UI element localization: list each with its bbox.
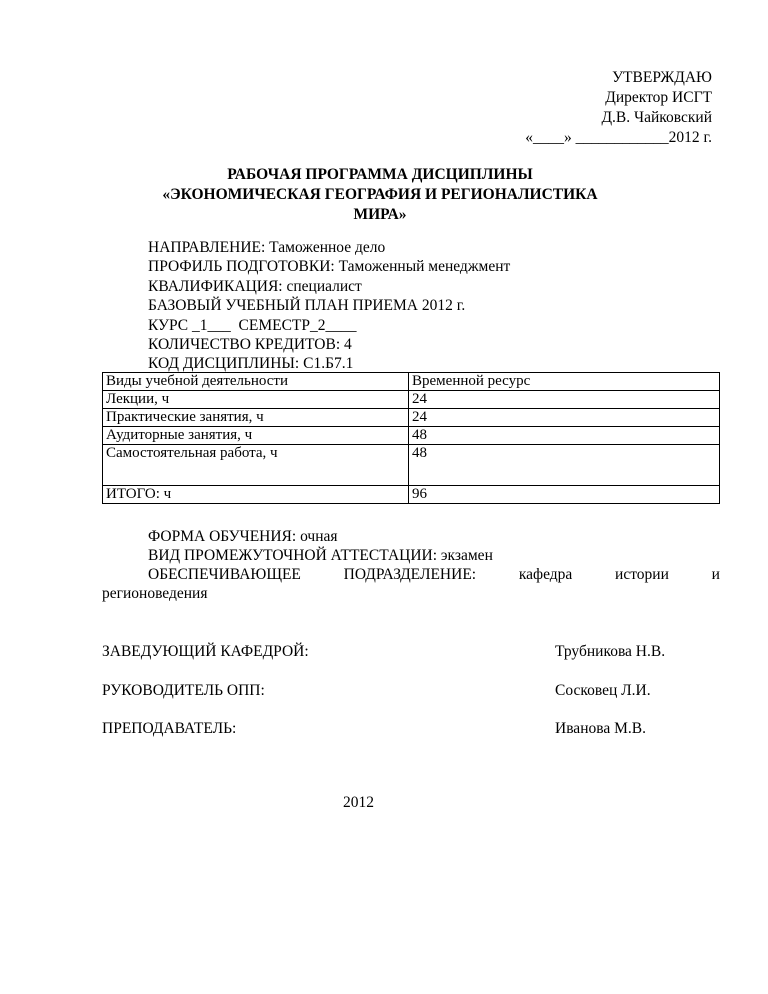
table-cell: Самостоятельная работа, ч bbox=[103, 445, 409, 486]
signature-program-head bbox=[102, 682, 720, 700]
document-title bbox=[100, 165, 660, 225]
signature-role: ПРЕПОДАВАТЕЛЬ: bbox=[102, 720, 237, 737]
department-word: ОБЕСПЕЧИВАЮЩЕЕ bbox=[148, 566, 301, 583]
info-profile: ПРОФИЛЬ ПОДГОТОВКИ: Таможенный менеджмент bbox=[148, 258, 511, 276]
approval-name: Д.В. Чайковский bbox=[601, 109, 712, 126]
table-cell: Практические занятия, ч bbox=[103, 409, 409, 427]
approval-block bbox=[525, 68, 712, 148]
info-plan: БАЗОВЫЙ УЧЕБНЫЙ ПЛАН ПРИЕМА 2012 г. bbox=[148, 297, 466, 315]
info-qualification: КВАЛИФИКАЦИЯ: специалист bbox=[148, 277, 362, 295]
department-word: истории bbox=[615, 566, 669, 583]
table-cell: Аудиторные занятия, ч bbox=[103, 427, 409, 445]
info-code: КОД ДИСЦИПЛИНЫ: С1.Б7.1 bbox=[148, 355, 354, 373]
table-cell: 24 bbox=[409, 391, 720, 409]
signature-head-of-department bbox=[102, 643, 720, 661]
department-word: ПОДРАЗДЕЛЕНИЕ: bbox=[343, 566, 477, 583]
resource-table bbox=[102, 372, 720, 504]
study-form-block bbox=[148, 527, 493, 565]
title-line-3: МИРА» bbox=[353, 206, 407, 223]
table-row bbox=[103, 445, 720, 486]
study-form: ФОРМА ОБУЧЕНИЯ: очная bbox=[148, 528, 338, 545]
signature-role: РУКОВОДИТЕЛЬ ОПП: bbox=[102, 682, 265, 699]
table-row bbox=[103, 391, 720, 409]
table-header-cell: Временной ресурс bbox=[409, 373, 720, 391]
table-cell: 48 bbox=[409, 427, 720, 445]
department-line-2: регионоведения bbox=[102, 585, 208, 602]
table-cell: 96 bbox=[409, 486, 720, 504]
title-line-2: «ЭКОНОМИЧЕСКАЯ ГЕОГРАФИЯ И РЕГИОНАЛИСТИКА bbox=[162, 186, 598, 203]
signature-teacher bbox=[102, 720, 720, 738]
department-word: кафедра bbox=[518, 566, 573, 583]
table-row bbox=[103, 427, 720, 445]
table-row bbox=[103, 409, 720, 427]
info-course: КУРС _1___ СЕМЕСТР_2____ bbox=[148, 316, 357, 334]
program-info bbox=[148, 238, 510, 374]
table-header-row bbox=[103, 373, 720, 391]
approval-heading: УТВЕРЖДАЮ bbox=[612, 69, 712, 86]
table-header-cell: Виды учебной деятельности bbox=[103, 373, 409, 391]
approval-date: «____» ____________2012 г. bbox=[525, 129, 712, 146]
signature-role: ЗАВЕДУЮЩИЙ КАФЕДРОЙ: bbox=[102, 643, 309, 660]
signature-name: Иванова М.В. bbox=[555, 720, 646, 737]
signature-name: Трубникова Н.В. bbox=[555, 643, 666, 660]
document-year: 2012 bbox=[343, 794, 374, 811]
info-direction: НАПРАВЛЕНИЕ: Таможенное дело bbox=[148, 239, 386, 256]
table-cell: Лекции, ч bbox=[103, 391, 409, 409]
department-word: и bbox=[711, 566, 720, 583]
attestation-type: ВИД ПРОМЕЖУТОЧНОЙ АТТЕСТАЦИИ: экзамен bbox=[148, 547, 493, 564]
info-credits: КОЛИЧЕСТВО КРЕДИТОВ: 4 bbox=[148, 336, 352, 354]
approval-position: Директор ИСГТ bbox=[605, 89, 712, 106]
department-line bbox=[102, 565, 720, 584]
signature-name: Сосковец Л.И. bbox=[555, 682, 651, 699]
table-row-total bbox=[103, 486, 720, 504]
table-cell: 24 bbox=[409, 409, 720, 427]
department-block bbox=[102, 565, 720, 603]
title-line-1: РАБОЧАЯ ПРОГРАММА ДИСЦИПЛИНЫ bbox=[227, 166, 533, 183]
table-cell: ИТОГО: ч bbox=[103, 486, 409, 504]
table-cell: 48 bbox=[409, 445, 720, 486]
